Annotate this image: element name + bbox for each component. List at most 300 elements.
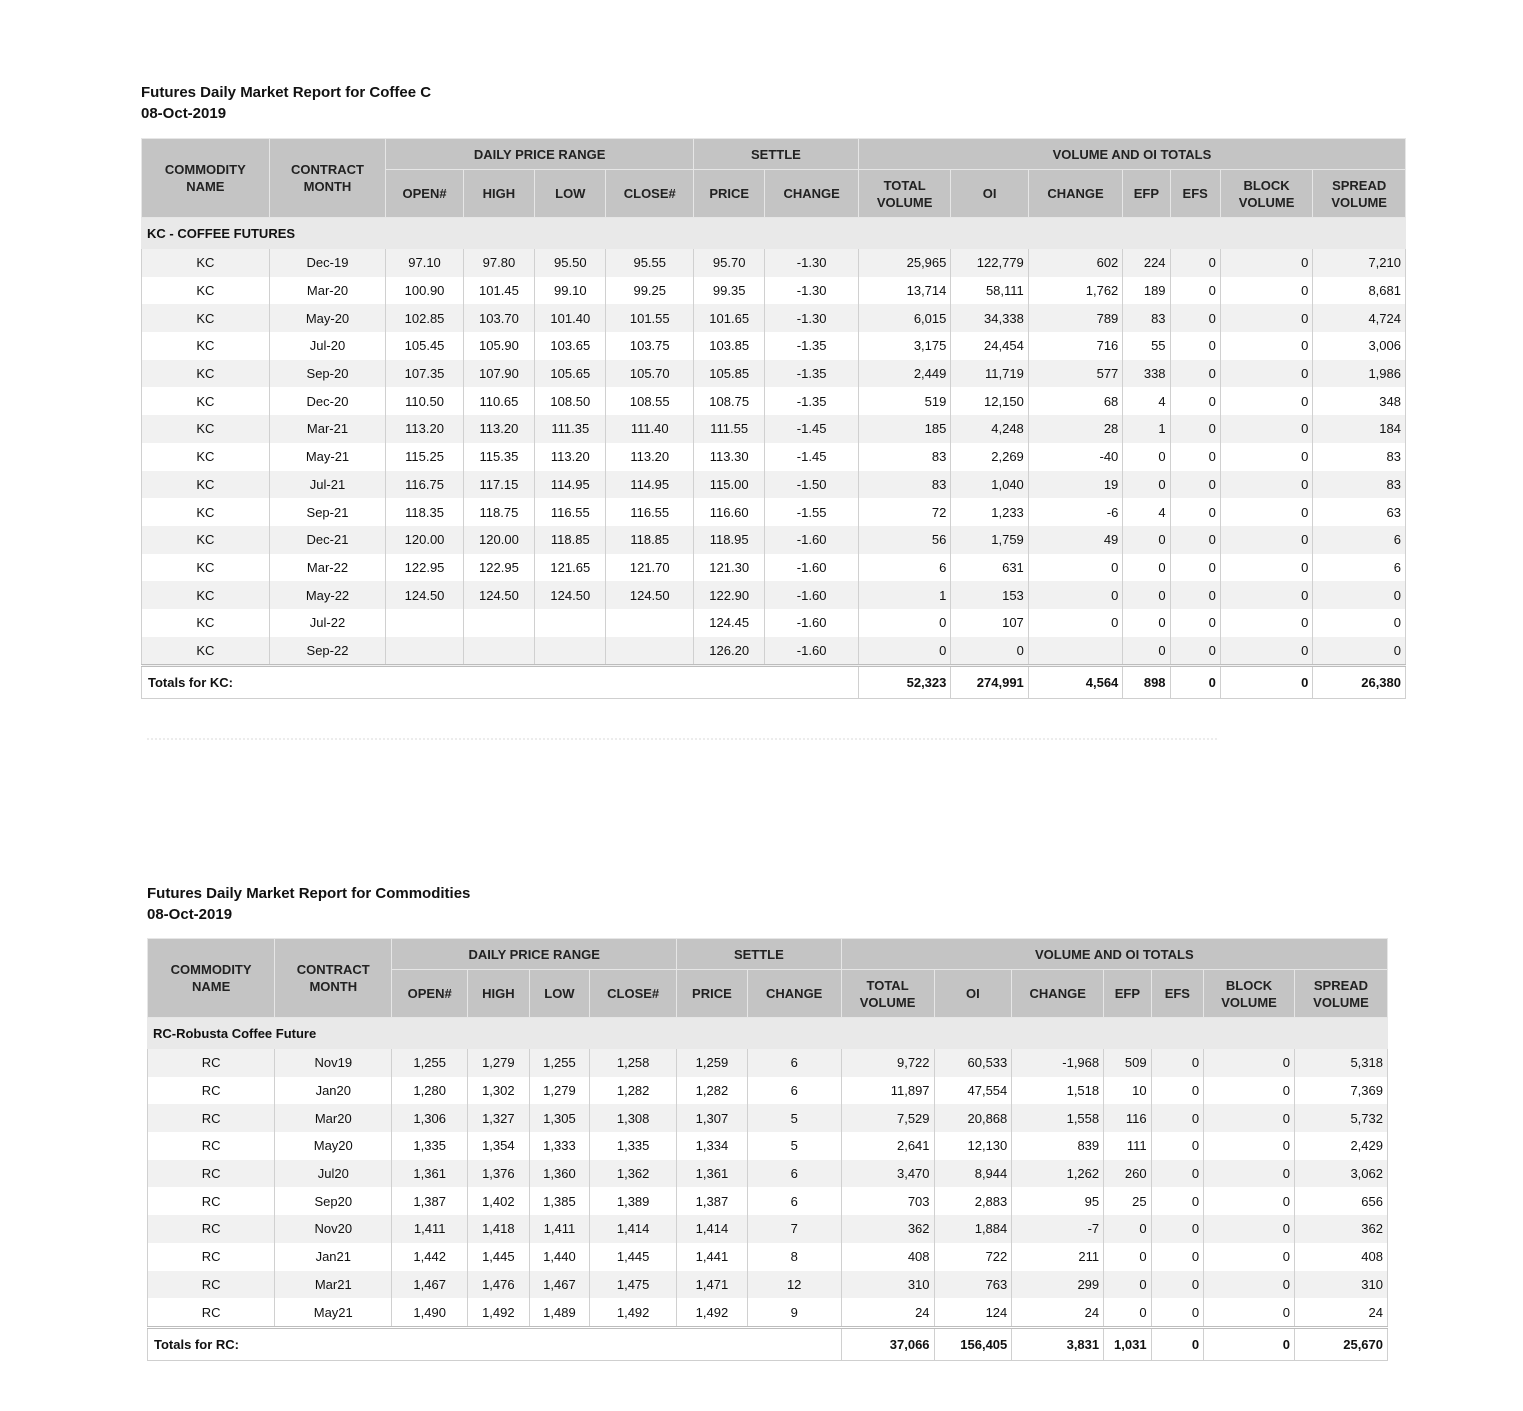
cell-block-volume: 0 [1204,1049,1295,1077]
cell-close: 1,475 [590,1271,677,1299]
col-settle-change: CHANGE [765,170,859,218]
cell-low: 1,305 [529,1104,590,1132]
cell-high: 120.00 [463,526,534,554]
cell-oi-change [1028,637,1123,666]
cell-high: 122.95 [463,554,534,582]
totals-blank [529,1327,590,1360]
cell-commodity: RC [148,1298,275,1327]
cell-low: 95.50 [535,249,606,277]
cell-settle-price: 115.00 [694,471,765,499]
cell-low: 1,467 [529,1271,590,1299]
col-efp: EFP [1104,970,1151,1018]
cell-spread-volume: 83 [1313,443,1406,471]
cell-high [463,637,534,666]
cell-close: 99.25 [606,277,694,305]
cell-commodity: KC [142,415,270,443]
section-heading: KC - COFFEE FUTURES [142,218,1406,249]
cell-efs: 0 [1170,609,1220,637]
cell-oi: 122,779 [951,249,1028,277]
totals-blank [590,1327,677,1360]
cell-contract-month: Dec-21 [269,526,386,554]
total-oi: 156,405 [934,1327,1012,1360]
cell-contract-month: Jul-22 [269,609,386,637]
table-row [142,360,1406,388]
cell-oi-change: 49 [1028,526,1123,554]
robusta-report [147,883,1388,1361]
cell-open: 105.45 [386,332,463,360]
cell-open: 1,306 [392,1104,468,1132]
cell-spread-volume: 5,732 [1294,1104,1387,1132]
cell-total-volume: 3,175 [858,332,951,360]
cell-commodity: RC [148,1132,275,1160]
cell-oi: 2,269 [951,443,1028,471]
cell-high: 118.75 [463,498,534,526]
cell-open: 110.50 [386,387,463,415]
cell-low: 118.85 [535,526,606,554]
cell-efs: 0 [1170,554,1220,582]
cell-block-volume: 0 [1220,637,1313,666]
cell-contract-month: Sep-20 [269,360,386,388]
total-oi-change: 3,831 [1012,1327,1104,1360]
cell-spread-volume: 5,318 [1294,1049,1387,1077]
cell-high: 1,302 [468,1077,530,1105]
cell-contract-month: Dec-19 [269,249,386,277]
cell-block-volume: 0 [1220,360,1313,388]
cell-settle-change: 9 [747,1298,841,1327]
cell-settle-price: 1,334 [677,1132,748,1160]
cell-efp: 0 [1104,1298,1151,1327]
total-spread-volume: 26,380 [1313,666,1406,699]
cell-commodity: RC [148,1215,275,1243]
total-spread-volume: 25,670 [1294,1327,1387,1360]
cell-oi-change: -7 [1012,1215,1104,1243]
cell-spread-volume: 63 [1313,498,1406,526]
cell-oi-change: 95 [1012,1187,1104,1215]
cell-commodity: KC [142,304,270,332]
cell-settle-price: 111.55 [694,415,765,443]
cell-settle-price: 121.30 [694,554,765,582]
totals-label: Totals for KC: [142,666,270,699]
table-row [142,387,1406,415]
cell-close: 121.70 [606,554,694,582]
cell-close: 114.95 [606,471,694,499]
table-row [148,1215,1388,1243]
cell-contract-month: Jul-20 [269,332,386,360]
cell-total-volume: 25,965 [858,249,951,277]
totals-row [142,666,1406,699]
total-efs: 0 [1170,666,1220,699]
total-oi-change: 4,564 [1028,666,1123,699]
cell-block-volume: 0 [1220,498,1313,526]
cell-open: 124.50 [386,581,463,609]
cell-high: 105.90 [463,332,534,360]
cell-open: 1,442 [392,1243,468,1271]
cell-efs: 0 [1170,581,1220,609]
cell-low: 1,255 [529,1049,590,1077]
col-contract-month: CONTRACT MONTH [275,939,392,1018]
cell-oi-change: 28 [1028,415,1123,443]
cell-high: 97.80 [463,249,534,277]
totals-blank [392,1327,468,1360]
cell-open: 118.35 [386,498,463,526]
cell-efp: 338 [1123,360,1170,388]
cell-efp: 0 [1123,609,1170,637]
cell-total-volume: 72 [858,498,951,526]
cell-open: 1,411 [392,1215,468,1243]
table-row [148,1298,1388,1327]
cell-low: 1,360 [529,1160,590,1188]
col-settle-price: PRICE [694,170,765,218]
cell-block-volume: 0 [1204,1243,1295,1271]
cell-total-volume: 83 [858,471,951,499]
cell-oi-change: 1,762 [1028,277,1123,305]
cell-settle-price: 99.35 [694,277,765,305]
cell-close: 1,492 [590,1298,677,1327]
table-row [148,1077,1388,1105]
cell-contract-month: Mar-22 [269,554,386,582]
coffee-c-report [141,82,1406,699]
cell-total-volume: 408 [841,1243,934,1271]
cell-efs: 0 [1151,1049,1204,1077]
table-row [148,1187,1388,1215]
col-high: HIGH [463,170,534,218]
cell-settle-price: 122.90 [694,581,765,609]
cell-low: 124.50 [535,581,606,609]
cell-close: 1,335 [590,1132,677,1160]
cell-oi-change: 24 [1012,1298,1104,1327]
col-block-volume: BLOCK VOLUME [1220,170,1313,218]
total-block-volume: 0 [1220,666,1313,699]
cell-spread-volume: 83 [1313,471,1406,499]
cell-settle-price: 103.85 [694,332,765,360]
cell-spread-volume: 348 [1313,387,1406,415]
cell-block-volume: 0 [1220,526,1313,554]
col-low: LOW [535,170,606,218]
col-low: LOW [529,970,590,1018]
cell-contract-month: Jan20 [275,1077,392,1105]
cell-spread-volume: 7,210 [1313,249,1406,277]
cell-settle-price: 95.70 [694,249,765,277]
cell-efp: 0 [1123,443,1170,471]
cell-low: 105.65 [535,360,606,388]
total-block-volume: 0 [1204,1327,1295,1360]
cell-block-volume: 0 [1204,1215,1295,1243]
totals-label: Totals for RC: [148,1327,275,1360]
cell-low: 99.10 [535,277,606,305]
cell-efp: 0 [1104,1215,1151,1243]
totals-blank [275,1327,392,1360]
cell-oi-change: 0 [1028,581,1123,609]
cell-open: 1,280 [392,1077,468,1105]
cell-settle-change: -1.30 [765,249,859,277]
cell-efs: 0 [1170,498,1220,526]
cell-close [606,609,694,637]
cell-commodity: KC [142,277,270,305]
cell-block-volume: 0 [1220,609,1313,637]
table-row [142,471,1406,499]
cell-block-volume: 0 [1220,277,1313,305]
cell-close: 1,362 [590,1160,677,1188]
cell-block-volume: 0 [1220,415,1313,443]
cell-open: 113.20 [386,415,463,443]
cell-low: 114.95 [535,471,606,499]
cell-settle-change: 8 [747,1243,841,1271]
cell-oi-change: 577 [1028,360,1123,388]
cell-commodity: RC [148,1271,275,1299]
cell-oi: 12,130 [934,1132,1012,1160]
cell-low: 121.65 [535,554,606,582]
cell-spread-volume: 1,986 [1313,360,1406,388]
cell-high: 1,327 [468,1104,530,1132]
table-row [148,1049,1388,1077]
cell-settle-change: -1.60 [765,637,859,666]
cell-commodity: KC [142,387,270,415]
cell-oi: 34,338 [951,304,1028,332]
cell-high: 1,492 [468,1298,530,1327]
cell-high: 1,354 [468,1132,530,1160]
cell-efp: 0 [1123,637,1170,666]
cell-close: 1,389 [590,1187,677,1215]
cell-spread-volume: 24 [1294,1298,1387,1327]
total-oi: 274,991 [951,666,1028,699]
cell-efs: 0 [1151,1132,1204,1160]
cell-total-volume: 703 [841,1187,934,1215]
cell-efp: 509 [1104,1049,1151,1077]
cell-close: 1,308 [590,1104,677,1132]
cell-settle-change: 7 [747,1215,841,1243]
cell-oi: 47,554 [934,1077,1012,1105]
cell-low: 1,333 [529,1132,590,1160]
cell-contract-month: Mar20 [275,1104,392,1132]
col-oi: OI [934,970,1012,1018]
cell-high [463,609,534,637]
cell-contract-month: Mar-20 [269,277,386,305]
cell-efs: 0 [1151,1243,1204,1271]
cell-open: 116.75 [386,471,463,499]
cell-oi: 2,883 [934,1187,1012,1215]
col-high: HIGH [468,970,530,1018]
cell-settle-change: -1.60 [765,554,859,582]
col-commodity-name: COMMODITY NAME [148,939,275,1018]
cell-settle-price: 1,441 [677,1243,748,1271]
cell-oi-change: 0 [1028,554,1123,582]
cell-total-volume: 6,015 [858,304,951,332]
cell-block-volume: 0 [1220,581,1313,609]
cell-commodity: KC [142,609,270,637]
cell-total-volume: 2,641 [841,1132,934,1160]
cell-spread-volume: 0 [1313,581,1406,609]
table-header [148,939,1388,1018]
cell-settle-change: -1.60 [765,609,859,637]
total-efp: 1,031 [1104,1327,1151,1360]
cell-total-volume: 0 [858,609,951,637]
total-efp: 898 [1123,666,1170,699]
totals-blank [694,666,765,699]
cell-oi: 722 [934,1243,1012,1271]
cell-efp: 0 [1123,471,1170,499]
col-contract-month: CONTRACT MONTH [269,139,386,218]
cell-low: 113.20 [535,443,606,471]
col-close: CLOSE# [606,170,694,218]
cell-open: 1,335 [392,1132,468,1160]
cell-spread-volume: 408 [1294,1243,1387,1271]
cell-settle-price: 116.60 [694,498,765,526]
cell-settle-change: -1.55 [765,498,859,526]
cell-block-volume: 0 [1204,1187,1295,1215]
cell-total-volume: 1 [858,581,951,609]
cell-efp: 25 [1104,1187,1151,1215]
table-row [148,1160,1388,1188]
cell-open: 122.95 [386,554,463,582]
cell-oi: 124 [934,1298,1012,1327]
cell-total-volume: 11,897 [841,1077,934,1105]
cell-efp: 0 [1123,526,1170,554]
cell-oi-change: 1,518 [1012,1077,1104,1105]
cell-total-volume: 310 [841,1271,934,1299]
cell-oi-change: -1,968 [1012,1049,1104,1077]
cell-contract-month: Jul20 [275,1160,392,1188]
cell-oi-change: 68 [1028,387,1123,415]
cell-spread-volume: 310 [1294,1271,1387,1299]
cell-commodity: RC [148,1077,275,1105]
cell-oi: 107 [951,609,1028,637]
cell-block-volume: 0 [1204,1160,1295,1188]
cell-settle-price: 113.30 [694,443,765,471]
cell-close: 1,258 [590,1049,677,1077]
table-row [148,1271,1388,1299]
cell-block-volume: 0 [1220,304,1313,332]
cell-spread-volume: 184 [1313,415,1406,443]
cell-total-volume: 56 [858,526,951,554]
cell-close: 105.70 [606,360,694,388]
cell-spread-volume: 0 [1313,609,1406,637]
table-row [142,581,1406,609]
section-heading: RC-Robusta Coffee Future [148,1018,1388,1049]
report-date: 08-Oct-2019 [141,105,227,122]
footnote-divider [147,738,1217,740]
cell-efp: 0 [1104,1271,1151,1299]
col-close: CLOSE# [590,970,677,1018]
cell-open [386,637,463,666]
report-date: 08-Oct-2019 [147,906,233,923]
cell-low: 1,489 [529,1298,590,1327]
cell-high: 1,376 [468,1160,530,1188]
cell-settle-change: 5 [747,1132,841,1160]
cell-efs: 0 [1151,1271,1204,1299]
cell-block-volume: 0 [1204,1132,1295,1160]
cell-commodity: KC [142,332,270,360]
cell-high: 110.65 [463,387,534,415]
cell-settle-price: 1,259 [677,1049,748,1077]
cell-efs: 0 [1151,1215,1204,1243]
cell-oi: 1,040 [951,471,1028,499]
report-title: Futures Daily Market Report for Coffee C [141,84,432,101]
cell-settle-price: 1,307 [677,1104,748,1132]
cell-open: 1,387 [392,1187,468,1215]
cell-oi: 1,884 [934,1215,1012,1243]
cell-low [535,609,606,637]
cell-high: 124.50 [463,581,534,609]
cell-commodity: KC [142,581,270,609]
table-row [148,1243,1388,1271]
totals-blank [765,666,859,699]
cell-commodity: RC [148,1187,275,1215]
cell-oi-change: -6 [1028,498,1123,526]
totals-blank [463,666,534,699]
cell-total-volume: 2,449 [858,360,951,388]
cell-contract-month: Jul-21 [269,471,386,499]
cell-high: 1,476 [468,1271,530,1299]
cell-efp: 55 [1123,332,1170,360]
market-table [141,138,1406,699]
cell-spread-volume: 3,062 [1294,1160,1387,1188]
cell-oi: 20,868 [934,1104,1012,1132]
cell-total-volume: 0 [858,637,951,666]
cell-oi-change: 211 [1012,1243,1104,1271]
cell-oi: 8,944 [934,1160,1012,1188]
cell-high: 1,445 [468,1243,530,1271]
cell-settle-price: 118.95 [694,526,765,554]
cell-efs: 0 [1170,526,1220,554]
report-title: Futures Daily Market Report for Commodities [147,885,471,902]
totals-blank [606,666,694,699]
cell-oi: 4,248 [951,415,1028,443]
table-row [142,415,1406,443]
cell-low: 1,440 [529,1243,590,1271]
cell-total-volume: 185 [858,415,951,443]
group-volume-oi-totals: VOLUME AND OI TOTALS [858,139,1405,170]
cell-oi-change: 19 [1028,471,1123,499]
cell-spread-volume: 2,429 [1294,1132,1387,1160]
cell-close: 111.40 [606,415,694,443]
cell-oi-change: 299 [1012,1271,1104,1299]
cell-commodity: RC [148,1243,275,1271]
cell-total-volume: 7,529 [841,1104,934,1132]
cell-oi-change: 839 [1012,1132,1104,1160]
totals-row [148,1327,1388,1360]
cell-spread-volume: 6 [1313,526,1406,554]
cell-close: 124.50 [606,581,694,609]
cell-close [606,637,694,666]
totals-blank [269,666,386,699]
col-efp: EFP [1123,170,1170,218]
table-row [142,277,1406,305]
table-body [142,249,1406,666]
cell-oi-change: 716 [1028,332,1123,360]
cell-low: 1,385 [529,1187,590,1215]
cell-contract-month: Jan21 [275,1243,392,1271]
cell-contract-month: Mar-21 [269,415,386,443]
cell-close: 113.20 [606,443,694,471]
cell-efs: 0 [1151,1298,1204,1327]
cell-efs: 0 [1170,249,1220,277]
cell-efp: 0 [1123,581,1170,609]
cell-settle-change: 6 [747,1160,841,1188]
cell-spread-volume: 7,369 [1294,1077,1387,1105]
cell-spread-volume: 4,724 [1313,304,1406,332]
cell-low: 1,411 [529,1215,590,1243]
cell-settle-price: 124.45 [694,609,765,637]
cell-low: 103.65 [535,332,606,360]
cell-total-volume: 24 [841,1298,934,1327]
cell-settle-change: -1.45 [765,443,859,471]
cell-contract-month: Mar21 [275,1271,392,1299]
cell-settle-change: -1.50 [765,471,859,499]
cell-efs: 0 [1170,471,1220,499]
cell-contract-month: Sep-22 [269,637,386,666]
totals-blank [677,1327,748,1360]
cell-settle-change: 6 [747,1077,841,1105]
